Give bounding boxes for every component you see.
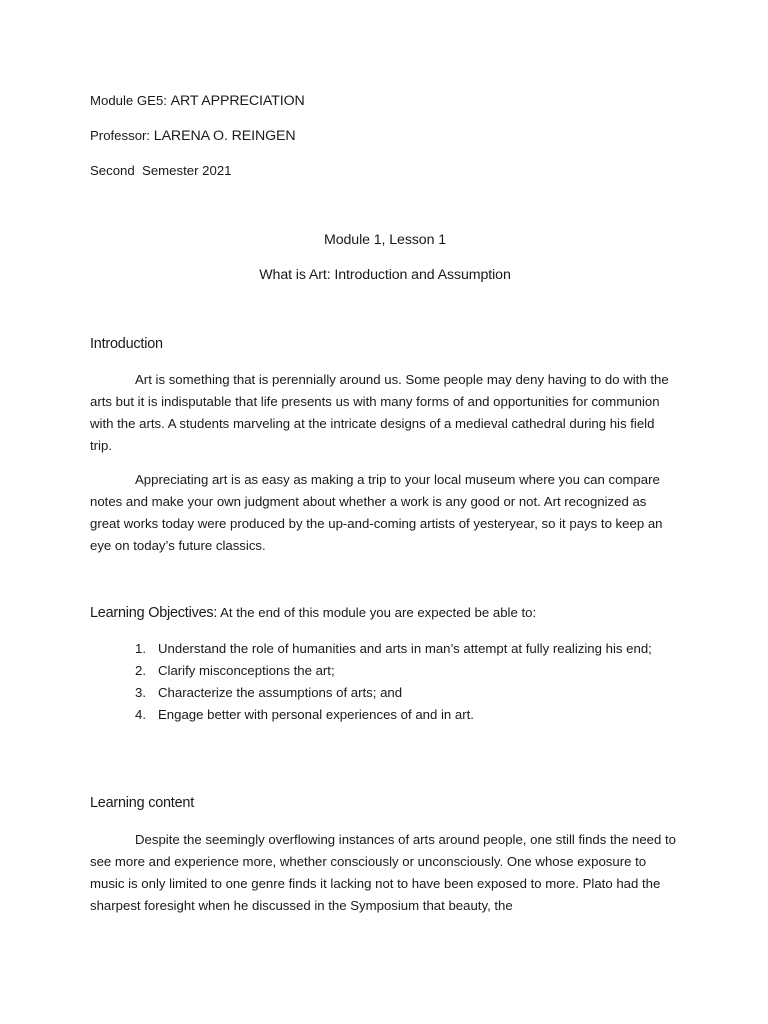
learning-content-paragraph: Despite the seemingly overflowing instances of arts around people, one still finds the need to see more and experience more, whether consciously or unconsciously. One whose exposure to music is only limited to one genre finds it lacking not to have been exposed to more. Plato had the sharpest foresight when he discussed in the Symposium that beauty, the [90,832,677,913]
module-line [90,93,305,109]
professor-name: LARENA O. REINGEN [153,128,296,144]
lesson-topic: What is Art: Introduction and Assumption [259,267,511,283]
semester-line: Second Semester 2021 [90,163,232,178]
objectives-intro: At the end of this module you are expected be able to: [217,605,537,620]
list-item [90,682,680,704]
list-item [90,704,680,726]
introduction-paragraph: Appreciating art is as easy as making a trip to your local museum where you can compare notes and make your own judgment about whether a work is any good or not. Art recognized as great works today were produced by the up-and-coming artists of yesteryear, so it pays to keep an eye on today’s future classics. [90,472,663,553]
list-item-text: Understand the role of humanities and arts in man’s attempt at fully realizing his end; [158,641,652,656]
list-item-number: 3. [135,685,146,700]
list-item [90,638,680,660]
objectives-list [90,638,680,726]
list-item-text: Clarify misconceptions the art; [158,663,335,678]
objectives-line [90,605,536,621]
professor-line [90,128,296,144]
module-title: ART APPRECIATION [170,93,305,109]
introduction-paragraph: Art is something that is perennially around us. Some people may deny having to do with the arts but it is indisputable that life presents us with many forms of and opportunities for communion with the arts. A students marveling at the intricate designs of a medieval cathedral during his field trip. [90,372,669,453]
module-label: Module GE5: [90,93,167,108]
document-body [90,0,680,1024]
objectives-heading: Learning Objectives: [90,605,218,621]
professor-label: Professor: [90,128,151,143]
introduction-heading: Introduction [90,336,163,352]
list-item-text: Characterize the assumptions of arts; and [158,685,403,700]
learning-content-heading: Learning content [90,795,195,811]
list-item-text: Engage better with personal experiences of and in art. [158,707,474,722]
lesson-title: Module 1, Lesson 1 [323,232,447,248]
list-item-number: 4. [135,707,146,722]
list-item-number: 2. [135,663,146,678]
list-item-number: 1. [135,641,146,656]
list-item [90,660,680,682]
